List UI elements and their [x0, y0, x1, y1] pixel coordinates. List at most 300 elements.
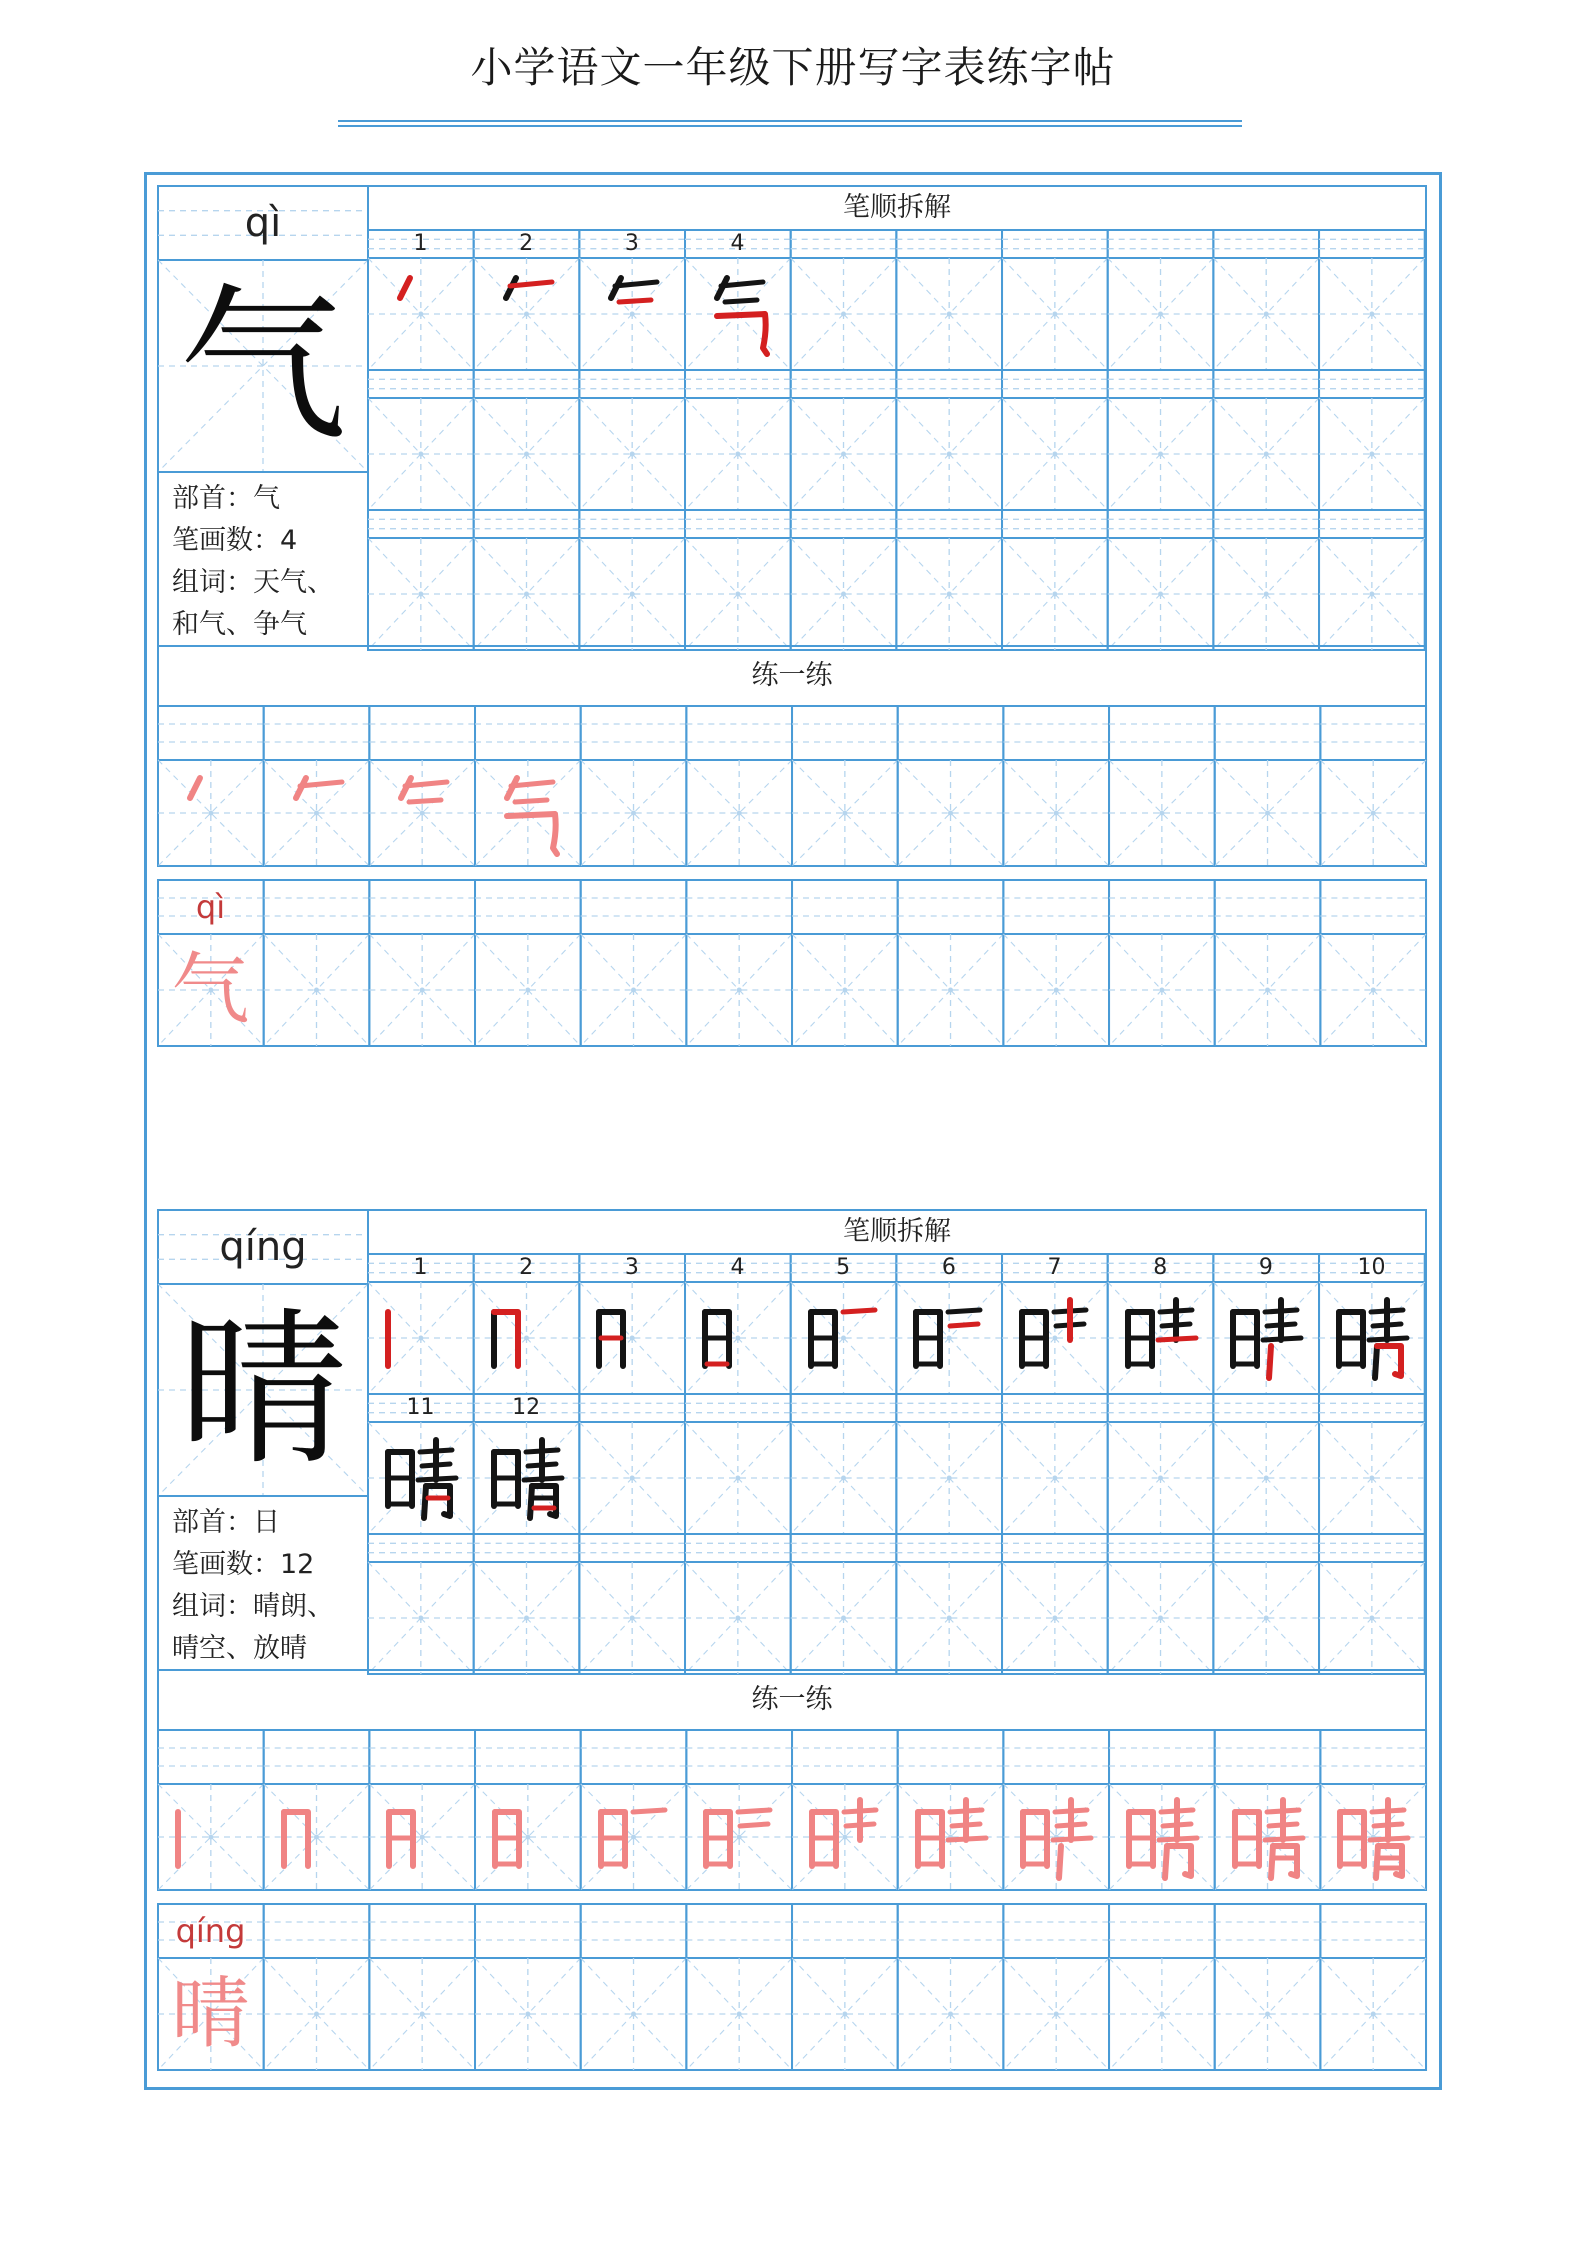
current-stroke [400, 278, 410, 298]
previous-stroke [725, 300, 757, 302]
character-info [172, 478, 362, 646]
previous-stroke [1376, 1846, 1378, 1878]
pinyin-band [685, 1534, 791, 1562]
words-line-2: 和气、争气 [172, 609, 307, 640]
pinyin-band [581, 880, 687, 934]
step-number: 2 [519, 1255, 534, 1280]
copy-grid [158, 880, 1426, 1046]
current-stroke [740, 1824, 768, 1826]
stroke-step-drawing [685, 260, 790, 366]
pinyin-band [475, 1730, 581, 1784]
previous-stroke [1370, 1838, 1408, 1840]
pinyin-band [686, 880, 792, 934]
guide-center-dot [948, 811, 953, 816]
guide-center-dot [948, 2012, 953, 2017]
stroke-step [368, 1284, 473, 1390]
guide-center-dot [1158, 312, 1163, 317]
guide-center-dot [1159, 2012, 1164, 2017]
previous-stroke [1369, 1338, 1407, 1340]
guide-center-dot [1369, 592, 1374, 597]
trace-stroke-step [158, 760, 263, 866]
stroke-step [368, 260, 473, 366]
character-box [158, 1210, 368, 1670]
pinyin-band [1213, 370, 1319, 398]
pinyin-band [792, 1904, 898, 1958]
pinyin-band [474, 1534, 580, 1562]
previous-stroke [948, 1310, 980, 1312]
previous-stroke [1378, 1846, 1402, 1876]
copy-pinyin: qì [195, 888, 226, 926]
step-number: 1 [413, 231, 428, 256]
pinyin-band [1108, 510, 1214, 538]
pinyin-band [1108, 1534, 1214, 1562]
pinyin-band [791, 510, 897, 538]
guide-center-dot [1265, 988, 1270, 993]
pinyin-band [896, 510, 1002, 538]
pinyin-band [369, 1730, 475, 1784]
trace-stroke-step [475, 1784, 580, 1890]
trace-stroke-step [792, 1784, 897, 1890]
stroke-step [791, 1284, 896, 1390]
stroke-count-line [172, 520, 362, 562]
pinyin-band [1320, 1730, 1426, 1784]
words-first: 晴朗、 [253, 1591, 334, 1622]
pinyin-band [791, 1394, 897, 1422]
trace-stroke-step [264, 1784, 369, 1890]
step-number: 3 [624, 1255, 639, 1280]
guide-center-dot [1052, 452, 1057, 457]
stroke-step [368, 1424, 473, 1530]
pinyin-band [368, 1534, 474, 1562]
pinyin-band [791, 370, 897, 398]
guide-center-dot [1264, 1616, 1269, 1621]
trace-stroke-step [369, 760, 474, 866]
radical-label: 部首： [172, 483, 253, 514]
stroke-step-drawing [1002, 1284, 1107, 1390]
pinyin-band [474, 370, 580, 398]
current-stroke [633, 1810, 665, 1812]
pinyin-band [686, 1730, 792, 1784]
pinyin-band [686, 706, 792, 760]
current-stroke [1158, 1338, 1196, 1340]
stroke-step-drawing [579, 260, 684, 366]
step-number: 4 [730, 231, 745, 256]
stroke-step-drawing [475, 1784, 580, 1890]
stroke-order-title: 笔顺拆解 [843, 1216, 951, 1247]
radical: 气 [253, 483, 280, 514]
guide-center-dot [841, 312, 846, 317]
words-line [172, 1586, 362, 1628]
page-title: 小学语文一年级下册写字表练字帖 [470, 43, 1116, 92]
pinyin-band [475, 706, 581, 760]
copy-trace-character: 气 [171, 945, 250, 1035]
stroke-step-drawing [368, 260, 473, 366]
guide-center-dot [737, 2012, 742, 2017]
current-stroke [190, 778, 200, 798]
guide-center-dot [314, 2012, 319, 2017]
stroke-step-drawing [579, 1284, 684, 1390]
pinyin-band [579, 1534, 685, 1562]
pinyin-band [792, 1730, 898, 1784]
pinyin-band [1109, 880, 1215, 934]
pinyin-band [1213, 1394, 1319, 1422]
pinyin-band [1319, 510, 1425, 538]
guide-center-dot [630, 592, 635, 597]
pinyin-band [1213, 230, 1319, 258]
stroke-count-line [172, 1544, 362, 1586]
guide-center-dot [418, 1616, 423, 1621]
entry-qi [158, 186, 1426, 1046]
previous-stroke [1165, 1846, 1167, 1878]
previous-stroke [1375, 1346, 1377, 1378]
stroke-step-drawing [792, 1784, 897, 1890]
pinyin-band [1320, 1904, 1426, 1958]
pinyin-band [1108, 230, 1214, 258]
practice-title: 练一练 [751, 1684, 833, 1715]
pinyin-band [1320, 706, 1426, 760]
pinyin-band [368, 370, 474, 398]
trace-stroke-step [898, 1784, 1003, 1890]
step-number: 12 [512, 1395, 541, 1420]
step-number: 5 [836, 1255, 851, 1280]
previous-stroke [1053, 1838, 1091, 1840]
guide-center-dot [630, 1616, 635, 1621]
guide-center-dot [1264, 592, 1269, 597]
guide-center-dot [1369, 1476, 1374, 1481]
current-stroke [507, 814, 557, 854]
pinyin-band [1319, 230, 1425, 258]
guide-center-dot [735, 1476, 740, 1481]
pinyin: qíng [219, 1224, 307, 1270]
pinyin-band [369, 880, 475, 934]
trace-stroke-step [1003, 1784, 1108, 1890]
guide-center-dot [1054, 2012, 1059, 2017]
stroke-count: 12 [280, 1549, 315, 1580]
guide-center-dot [841, 1476, 846, 1481]
pinyin-band [264, 1904, 370, 1958]
pinyin-band [579, 1394, 685, 1422]
current-stroke [950, 1324, 978, 1326]
stroke-step-drawing [264, 760, 369, 866]
previous-stroke [1263, 1338, 1301, 1340]
current-stroke [948, 1838, 986, 1840]
guide-center-dot [842, 811, 847, 816]
pinyin-band [898, 880, 1004, 934]
step-number: 10 [1357, 1255, 1386, 1280]
pinyin-band [579, 370, 685, 398]
stroke-step [896, 1284, 1001, 1390]
words-first: 天气、 [253, 567, 334, 598]
previous-stroke [1271, 1846, 1273, 1878]
step-number: 1 [413, 1255, 428, 1280]
radical-label: 部首： [172, 1507, 253, 1538]
trace-stroke-step [1215, 1784, 1320, 1890]
stroke-step [1108, 1284, 1213, 1390]
trace-stroke-step [475, 760, 580, 866]
stroke-step [474, 260, 579, 366]
guide-center-dot [631, 988, 636, 993]
current-stroke [843, 1310, 875, 1312]
pinyin-band [1002, 1534, 1108, 1562]
radical-line [172, 478, 362, 520]
pinyin-band [1002, 510, 1108, 538]
stroke-step-drawing [1319, 1284, 1424, 1390]
step-number: 6 [941, 1255, 956, 1280]
pinyin-band [1213, 510, 1319, 538]
previous-stroke [738, 1810, 770, 1812]
guide-center-dot [737, 811, 742, 816]
guide-center-dot [1158, 1476, 1163, 1481]
stroke-step-drawing [368, 1424, 473, 1530]
pinyin-band [898, 1904, 1004, 1958]
guide-center-dot [947, 1476, 952, 1481]
stroke-step [474, 1284, 579, 1390]
main-sheet [158, 186, 1426, 866]
radical: 日 [253, 1507, 280, 1538]
stroke-count: 4 [280, 525, 298, 556]
guide-center-dot [1159, 988, 1164, 993]
pinyin-band [792, 880, 898, 934]
pinyin-band [475, 880, 581, 934]
words-label: 组词： [172, 1591, 253, 1622]
pinyin-band [896, 370, 1002, 398]
pinyin-band [368, 510, 474, 538]
stroke-step-drawing [474, 260, 579, 366]
step-number: 8 [1153, 1255, 1168, 1280]
pinyin-band [686, 1904, 792, 1958]
stroke-step [579, 1284, 684, 1390]
stroke-step [1319, 1284, 1424, 1390]
stroke-step-drawing [1215, 1784, 1320, 1890]
trace-stroke-step [686, 1784, 791, 1890]
pinyin-band [1002, 230, 1108, 258]
stroke-step-drawing [474, 1424, 579, 1530]
guide-center-dot [524, 592, 529, 597]
stroke-step-drawing [158, 760, 263, 866]
pinyin-band [581, 706, 687, 760]
guide-center-dot [1052, 1476, 1057, 1481]
pinyin-band [896, 1534, 1002, 1562]
words-line-2: 晴空、放晴 [172, 1633, 307, 1664]
current-stroke [1377, 1346, 1401, 1376]
title-rule [338, 120, 1242, 127]
pinyin-band [264, 706, 370, 760]
guide-center-dot [841, 592, 846, 597]
current-stroke [284, 1812, 308, 1866]
guide-center-dot [735, 452, 740, 457]
pinyin-band [792, 706, 898, 760]
current-stroke [1269, 1346, 1271, 1378]
guide-center-dot [418, 592, 423, 597]
practice-title: 练一练 [751, 660, 833, 691]
pinyin-band [1003, 706, 1109, 760]
step-number: 4 [730, 1255, 745, 1280]
pinyin-band [264, 880, 370, 934]
guide-center-dot [735, 1616, 740, 1621]
pinyin-band [1002, 1394, 1108, 1422]
stroke-step [474, 1424, 579, 1530]
guide-center-dot [1264, 452, 1269, 457]
guide-center-dot [1371, 811, 1376, 816]
guide-center-dot [841, 452, 846, 457]
pinyin-band [369, 706, 475, 760]
stroke-step [579, 260, 684, 366]
pinyin-band [1215, 880, 1321, 934]
guide-center-dot [1265, 2012, 1270, 2017]
guide-center-dot [947, 452, 952, 457]
guide-center-dot [1052, 1616, 1057, 1621]
stroke-step-drawing [369, 760, 474, 866]
trace-stroke-step [369, 1784, 474, 1890]
pinyin-band [1108, 370, 1214, 398]
step-number: 11 [406, 1395, 435, 1420]
guide-center-dot [1371, 988, 1376, 993]
current-stroke [717, 314, 767, 354]
pinyin-band [581, 1904, 687, 1958]
stroke-step-drawing [581, 1784, 686, 1890]
previous-stroke [515, 800, 547, 802]
guide-center-dot [948, 988, 953, 993]
pinyin-band [791, 230, 897, 258]
character-info [172, 1502, 362, 1670]
pinyin-band [1215, 1730, 1321, 1784]
step-number: 7 [1047, 1255, 1062, 1280]
pinyin-band [158, 706, 264, 760]
guide-center-dot [418, 452, 423, 457]
guide-center-dot [1158, 592, 1163, 597]
current-stroke [409, 800, 441, 802]
pinyin-band [685, 370, 791, 398]
current-stroke [1059, 1846, 1061, 1878]
pinyin-band [264, 1730, 370, 1784]
pinyin-band [475, 1904, 581, 1958]
guide-center-dot [947, 1616, 952, 1621]
previous-stroke [524, 1478, 562, 1480]
trace-stroke-step [264, 760, 369, 866]
current-stroke [619, 300, 651, 302]
stroke-step-drawing [896, 1284, 1001, 1390]
guide-center-dot [737, 988, 742, 993]
pinyin-band [1109, 706, 1215, 760]
pinyin: qì [244, 200, 282, 246]
copy-pinyin: qíng [175, 1912, 246, 1950]
guide-center-dot [525, 2012, 530, 2017]
words-line [172, 562, 362, 604]
stroke-step-drawing [1213, 1284, 1318, 1390]
guide-center-dot [420, 2012, 425, 2017]
model-character: 气 [179, 268, 347, 464]
guide-center-dot [841, 1616, 846, 1621]
guide-center-dot [420, 988, 425, 993]
stroke-step-drawing [1109, 1784, 1214, 1890]
stroke-step-drawing [369, 1784, 474, 1890]
pinyin-band [685, 1394, 791, 1422]
guide-center-dot [1052, 312, 1057, 317]
pinyin-band [1003, 1730, 1109, 1784]
stroke-step-drawing [474, 1284, 579, 1390]
stroke-step [1002, 1284, 1107, 1390]
guide-center-dot [1054, 988, 1059, 993]
trace-stroke-step [581, 1784, 686, 1890]
guide-center-dot [1052, 592, 1057, 597]
words-label: 组词： [172, 567, 253, 598]
guide-center-dot [1264, 312, 1269, 317]
guide-center-dot [630, 452, 635, 457]
stroke-step [685, 260, 790, 366]
previous-stroke [426, 1486, 450, 1516]
guide-center-dot [1158, 452, 1163, 457]
stroke-step-drawing [686, 1784, 791, 1890]
stroke-count-label: 笔画数： [172, 1549, 280, 1580]
guide-center-dot [947, 592, 952, 597]
guide-center-dot [735, 592, 740, 597]
guide-center-dot [524, 452, 529, 457]
stroke-step-drawing [685, 1284, 790, 1390]
character-box [158, 186, 368, 646]
pinyin-band [1002, 370, 1108, 398]
previous-stroke [532, 1486, 556, 1516]
stroke-step-drawing [475, 760, 580, 866]
pinyin-band [1319, 370, 1425, 398]
pinyin-band [1003, 880, 1109, 934]
stroke-count-label: 笔画数： [172, 525, 280, 556]
copy-row [158, 1904, 1426, 2070]
guide-center-dot [1369, 312, 1374, 317]
guide-center-dot [1369, 1616, 1374, 1621]
previous-stroke [1159, 1838, 1197, 1840]
pinyin-band [685, 510, 791, 538]
guide-center-dot [1371, 2012, 1376, 2017]
pinyin-band [1215, 706, 1321, 760]
pinyin-band [896, 1394, 1002, 1422]
step-number: 2 [519, 231, 534, 256]
guide-center-dot [525, 988, 530, 993]
guide-center-dot [842, 988, 847, 993]
guide-center-dot [630, 1476, 635, 1481]
trace-stroke-step [158, 1784, 263, 1890]
guide-center-dot [1054, 811, 1059, 816]
pinyin-band [898, 706, 1004, 760]
pinyin-band [1215, 1904, 1321, 1958]
stroke-step-drawing [791, 1284, 896, 1390]
entry-qing [158, 1210, 1426, 2070]
step-number: 9 [1258, 1255, 1273, 1280]
radical-line [172, 1502, 362, 1544]
guide-center-dot [631, 811, 636, 816]
guide-center-dot [1158, 1616, 1163, 1621]
pinyin-band [1319, 1394, 1425, 1422]
trace-stroke-step [1109, 1784, 1214, 1890]
pinyin-band [158, 1730, 264, 1784]
stroke-step-drawing [264, 1784, 369, 1890]
guide-center-dot [314, 988, 319, 993]
pinyin-band [1319, 1534, 1425, 1562]
guide-center-dot [842, 2012, 847, 2017]
stroke-order-title: 笔顺拆解 [843, 192, 951, 223]
stroke-step [1213, 1284, 1318, 1390]
pinyin-band [1320, 880, 1426, 934]
trace-stroke-step [1320, 1784, 1425, 1890]
model-character: 晴 [179, 1292, 347, 1488]
pinyin-band [898, 1730, 1004, 1784]
main-sheet [158, 1210, 1426, 1890]
pinyin-band [474, 510, 580, 538]
stroke-step [685, 1284, 790, 1390]
previous-stroke [1273, 1846, 1297, 1876]
previous-stroke [530, 1486, 532, 1518]
previous-stroke [418, 1478, 456, 1480]
step-number: 3 [624, 231, 639, 256]
